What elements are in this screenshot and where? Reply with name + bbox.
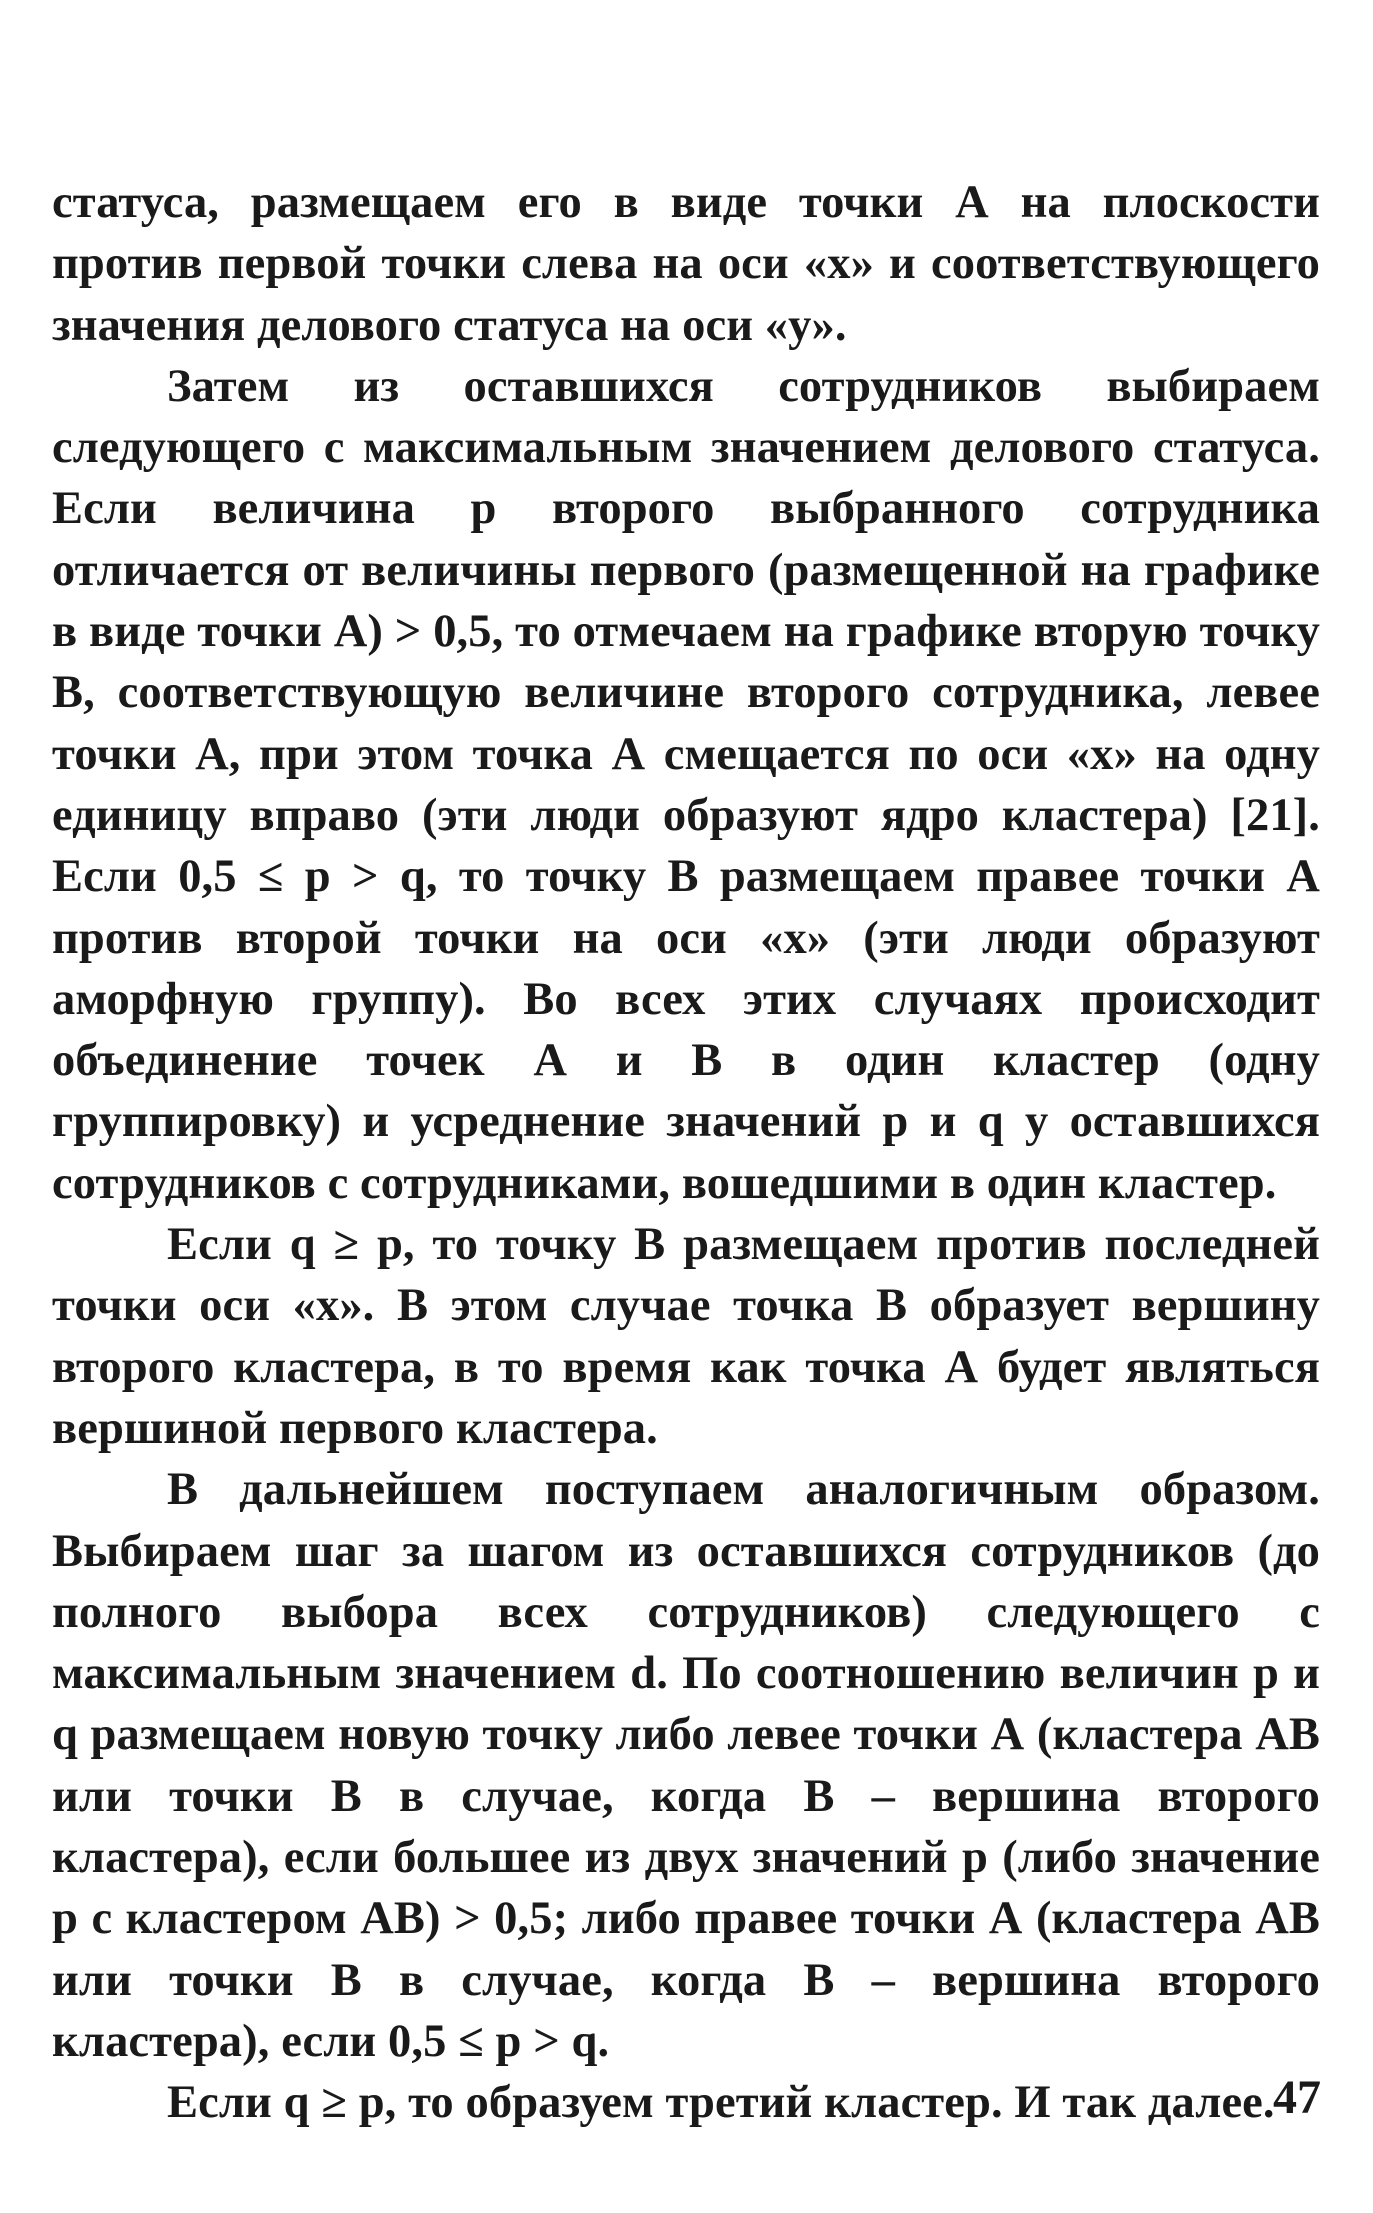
paragraph-3: Если q ≥ p, то точку В размещаем против последней точки оси «x». В этом случае точка В образует вершину второго кластера, в то время как точка А будет являться вершиной первого кластера. xyxy=(52,1219,1320,1454)
paragraph-5: Если q ≥ p, то образуем третий кластер. И так далее. xyxy=(167,2077,1275,2129)
paragraph-4: В дальнейшем поступаем аналогичным образом. Выбираем шаг за шагом из оставшихся сотрудников (до полного выбора всех сотрудников) следующего с максимальным значением d. По соотношению величин p и q размещаем новую точку либо левее точки А (кластера АВ или точки В в случае, когда В – вершина второго кластера), если большее из двух значений p (либо значение p с кластером АВ) > 0,5; либо правее точки А (кластера АВ или точки В в случае, когда В – вершина второго кластера), если 0,5 ≤ p > q. xyxy=(52,1464,1320,2067)
paragraph-2: Затем из оставшихся сотрудников выбираем следующего с максимальным значением делового статуса. Если величина p второго выбранного сотрудника отличается от величины первого (размещенной на графике в виде точки А) > 0,5, то отмечаем на графике вторую точку В, соответствующую величине второго сотрудника, левее точки А, при этом точка А смещается по оси «x» на одну единицу вправо (эти люди образуют ядро кластера) [21]. Если 0,5 ≤ p > q, то точку В размещаем правее точки А против второй точки на оси «x» (эти люди образуют аморфную группу). Во всех этих случаях происходит объединение точек А и В в один кластер (одну группировку) и усреднение значений p и q у оставшихся сотрудников с сотрудниками, вошедшими в один кластер. xyxy=(52,360,1320,1209)
paragraph-1: статуса, размещаем его в виде точки А на плоскости против первой точки слева на оси «x» и соответствующего значения делового статуса на оси «y». xyxy=(52,177,1320,351)
body-text xyxy=(52,172,1320,2134)
page-number: 47 xyxy=(1273,2071,1321,2124)
